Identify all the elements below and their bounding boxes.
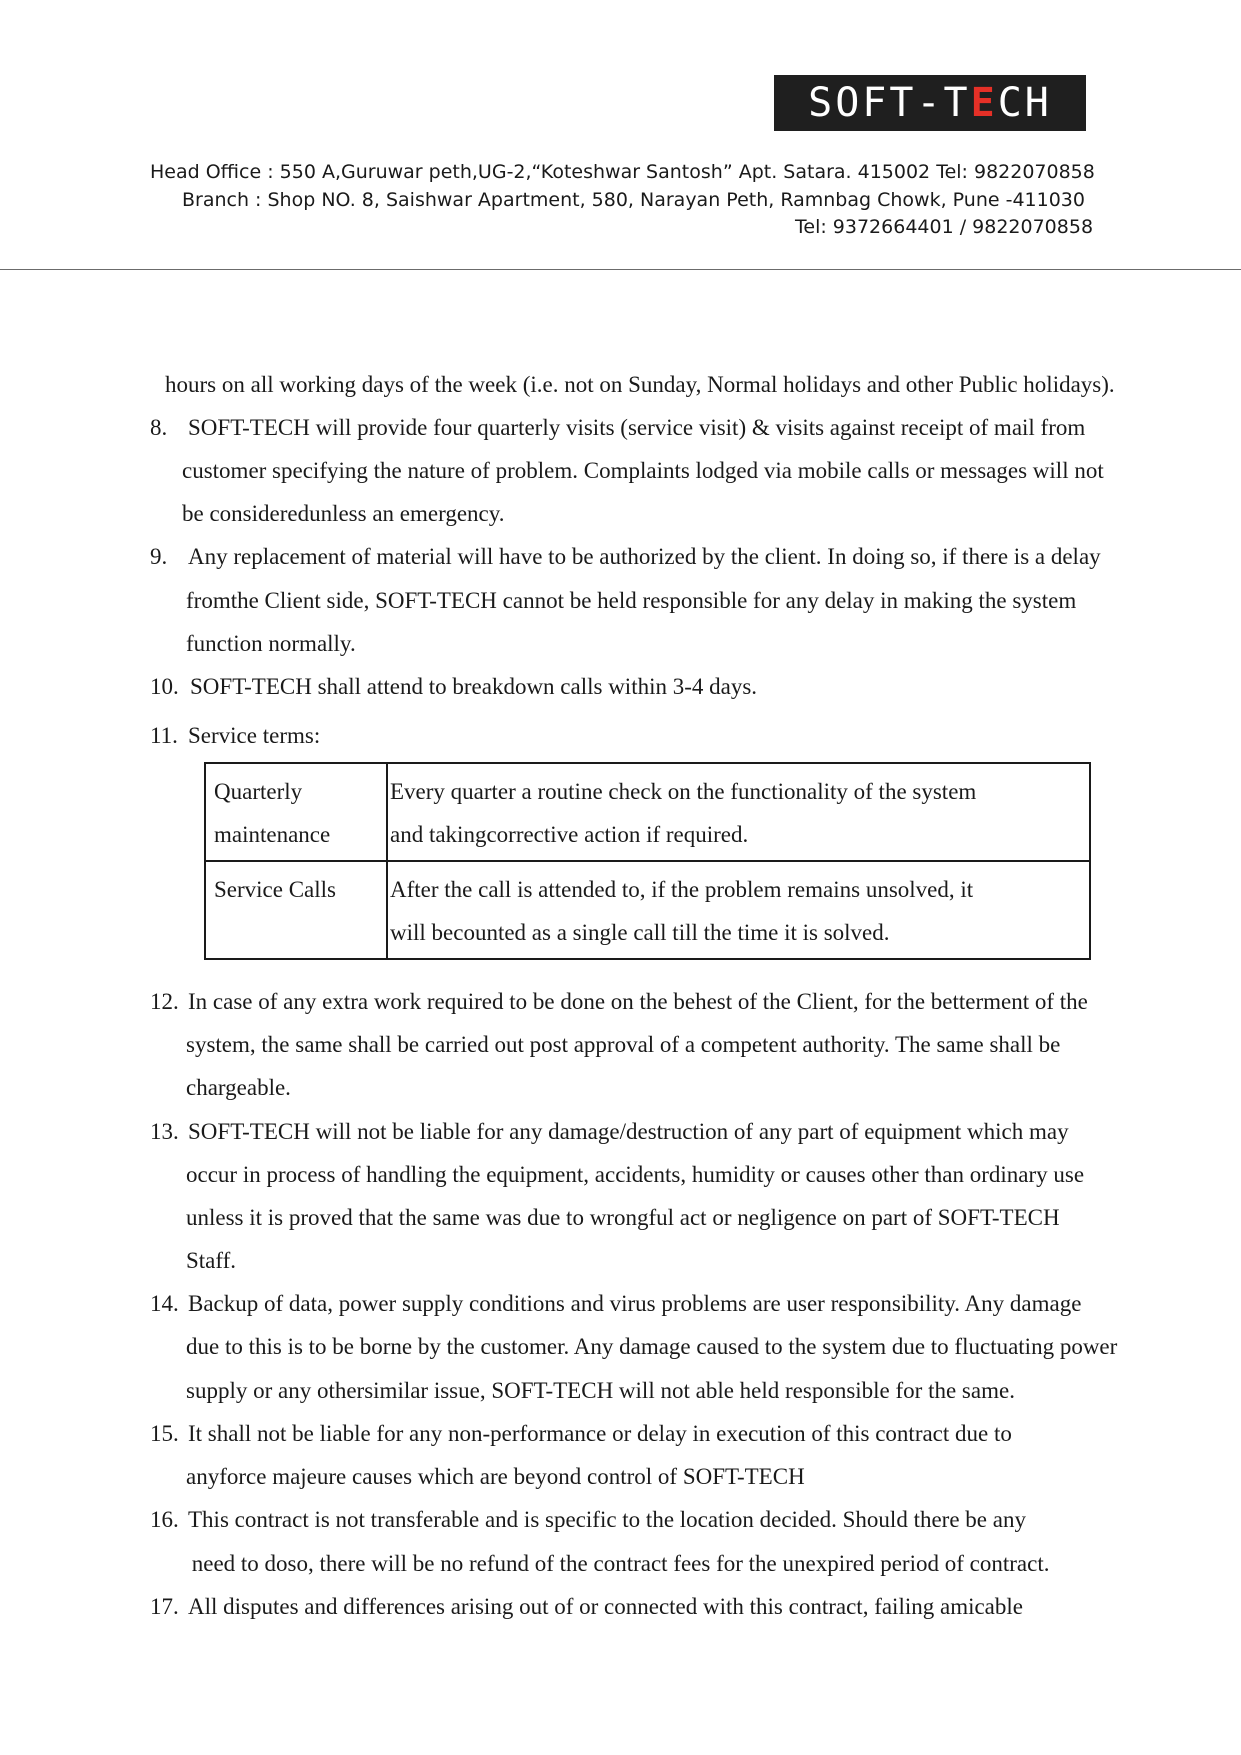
term-line: maintenance: [214, 822, 331, 847]
item-number: 16.: [150, 1507, 179, 1532]
term-line: Service Calls: [214, 877, 336, 902]
item-line: due to this is to be borne by the customer. Any damage caused to the system due to fluctuating power: [186, 1334, 1118, 1359]
item-number: 17.: [150, 1594, 179, 1619]
table-row: [205, 861, 1090, 959]
term-cell: [205, 763, 387, 861]
company-logo: [774, 75, 1086, 131]
item-line: This contract is not transferable and is specific to the location decided. Should there be any: [188, 1507, 1026, 1532]
item-line: supply or any othersimilar issue, SOFT-TECH will not able held responsible for the same.: [186, 1378, 1015, 1403]
item-line: chargeable.: [186, 1075, 291, 1100]
item-number: 8.: [150, 415, 168, 440]
description-line: and takingcorrective action if required.: [390, 822, 749, 847]
table-row: [205, 763, 1090, 861]
item-line: Service terms:: [188, 723, 321, 748]
description-line: will becounted as a single call till the time it is solved.: [390, 920, 890, 945]
item-line: In case of any extra work required to be done on the behest of the Client, for the betterment of the: [188, 989, 1088, 1014]
item-line: need to doso, there will be no refund of the contract fees for the unexpired period of contract.: [186, 1551, 1050, 1576]
branch-address: Branch : Shop NO. 8, Saishwar Apartment, 580, Narayan Peth, Ramnbag Chowk, Pune -411030: [182, 189, 1085, 211]
header-divider: [0, 269, 1241, 270]
item-line: It shall not be liable for any non-performance or delay in execution of this contract due to: [188, 1421, 1012, 1446]
logo-text: SOFT-TECH: [808, 80, 1052, 126]
item-line: Backup of data, power supply conditions and virus problems are user responsibility. Any damage: [188, 1291, 1082, 1316]
item-line: system, the same shall be carried out post approval of a competent authority. The same shall be: [186, 1032, 1061, 1057]
head-office-address: Head Office : 550 A,Guruwar peth,UG-2,“Koteshwar Santosh” Apt. Satara. 415002 Tel: 9822070858: [150, 161, 1095, 183]
item-line: SOFT-TECH will not be liable for any damage/destruction of any part of equipment which may: [188, 1119, 1069, 1144]
item-number: 15.: [150, 1421, 179, 1446]
item-number: 10.: [150, 674, 179, 699]
branch-telephone: Tel: 9372664401 / 9822070858: [795, 216, 1094, 238]
item-line: occur in process of handling the equipment, accidents, humidity or causes other than ordinary use: [186, 1162, 1085, 1187]
item-line: Any replacement of material will have to be authorized by the client. In doing so, if there is a delay: [188, 544, 1101, 569]
item-line: customer specifying the nature of problem. Complaints lodged via mobile calls or messages will not: [182, 458, 1104, 483]
item-line: unless it is proved that the same was due to wrongful act or negligence on part of SOFT-TECH: [186, 1205, 1060, 1230]
description-line: Every quarter a routine check on the functionality of the system: [390, 779, 977, 804]
item-number: 14.: [150, 1291, 179, 1316]
continuation-text: hours on all working days of the week (i.e. not on Sunday, Normal holidays and other Public holidays).: [165, 372, 1115, 397]
description-cell: [387, 861, 1090, 959]
item-line: Staff.: [186, 1248, 237, 1273]
item-number: 11.: [150, 723, 178, 748]
item-number: 12.: [150, 989, 179, 1014]
item-number: 9.: [150, 544, 168, 569]
item-number: 13.: [150, 1119, 179, 1144]
item-line: fromthe Client side, SOFT-TECH cannot be held responsible for any delay in making the system: [186, 588, 1077, 613]
description-cell: [387, 763, 1090, 861]
term-cell: [205, 861, 387, 959]
item-line: anyforce majeure causes which are beyond control of SOFT-TECH: [186, 1464, 805, 1489]
item-line: be consideredunless an emergency.: [182, 501, 505, 526]
item-line: All disputes and differences arising out of or connected with this contract, failing amicable: [188, 1594, 1023, 1619]
item-line: function normally.: [186, 631, 356, 656]
term-line: Quarterly: [214, 779, 303, 804]
item-line: SOFT-TECH will provide four quarterly visits (service visit) & visits against receipt of mail from: [188, 415, 1086, 440]
item-line: SOFT-TECH shall attend to breakdown calls within 3-4 days.: [190, 674, 758, 699]
description-line: After the call is attended to, if the problem remains unsolved, it: [390, 877, 974, 902]
service-terms-table: [204, 762, 1091, 960]
